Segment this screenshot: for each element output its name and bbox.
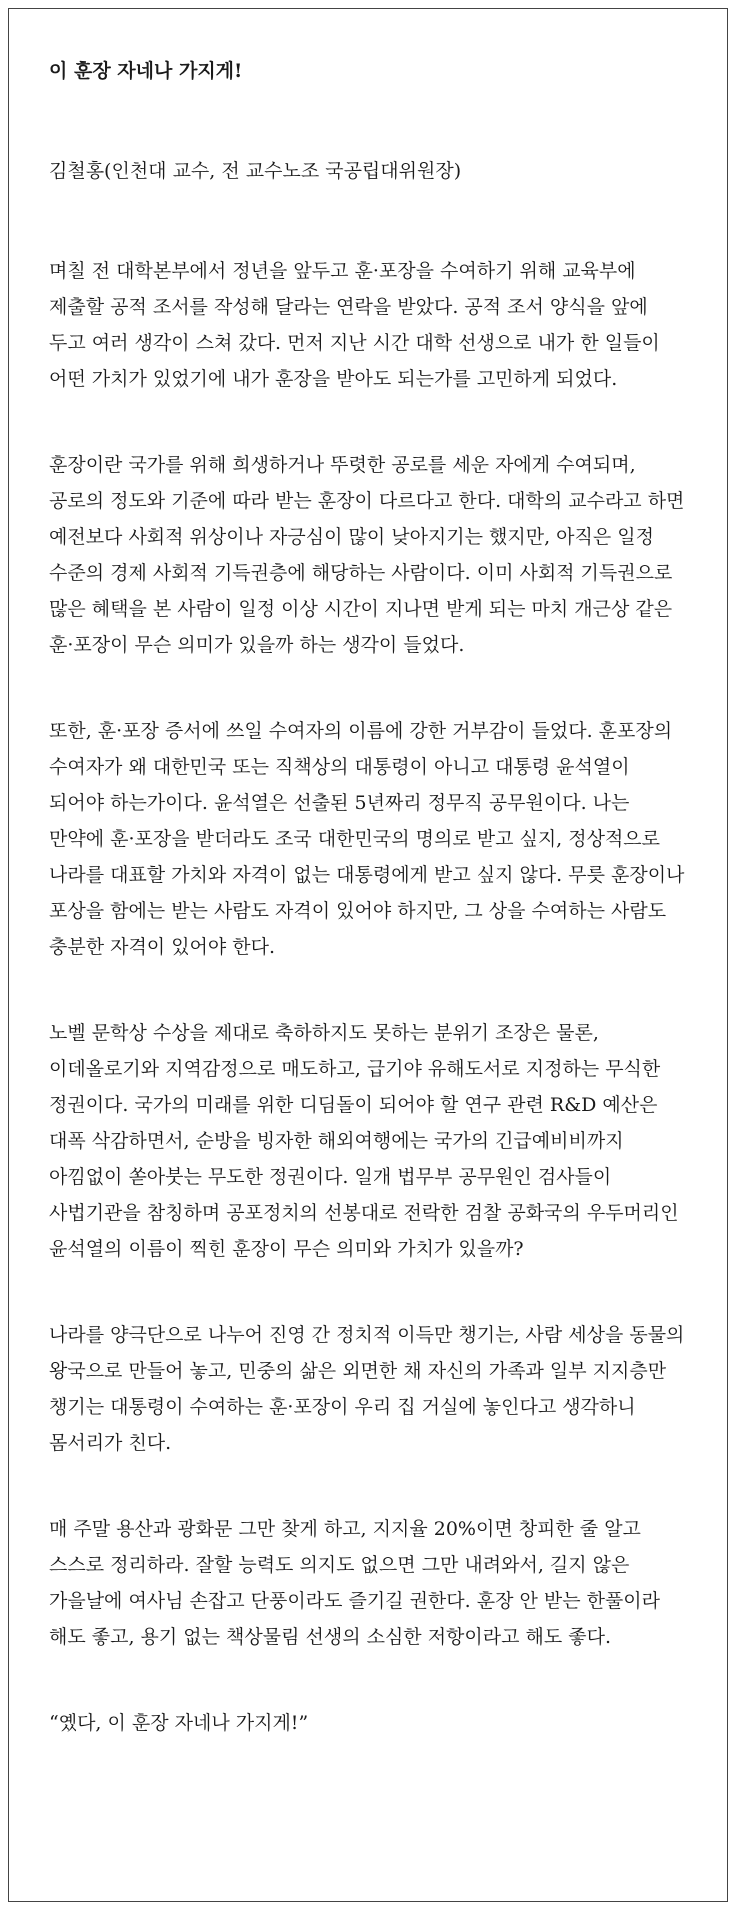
article-closing: “옜다, 이 훈장 자네나 가지게!”: [49, 1712, 309, 1734]
article-body: [49, 53, 689, 1741]
article-author: 김철홍(인천대 교수, 전 교수노조 국공립대위원장): [49, 160, 462, 182]
paragraph-2: 훈장이란 국가를 위해 희생하거나 뚜렷한 공로를 세운 자에게 수여되며, 공로의 정도와 기준에 따라 받는 훈장이 다르다고 한다. 대학의 교수라고 하면 예전보다 사회적 위상이나 자긍심이 많이 낮아지기는 했지만, 아직은 일정 수준의 경제 사회적 기득권층에 해당하는 사람이다. 이미 사회적 기득권으로 많은 혜택을 본 사람이 일정 이상 시간이 지나면 받게 되는 마치 개근상 같은 훈·포장이 무슨 의미가 있을까 하는 생각이 들었다.: [49, 454, 685, 656]
article-title: 이 훈장 자네나 가지게!: [49, 60, 243, 82]
paragraph-1: 며칠 전 대학본부에서 정년을 앞두고 훈·포장을 수여하기 위해 교육부에 제출할 공적 조서를 작성해 달라는 연락을 받았다. 공적 조서 양식을 앞에 두고 여러 생각이 스쳐 갔다. 먼저 지난 시간 대학 선생으로 내가 한 일들이 어떤 가치가 있었기에 내가 훈장을 받아도 되는가를 고민하게 되었다.: [49, 260, 660, 390]
article-frame: [8, 8, 728, 1902]
paragraph-3: 또한, 훈·포장 증서에 쓰일 수여자의 이름에 강한 거부감이 들었다. 훈포장의 수여자가 왜 대한민국 또는 직책상의 대통령이 아니고 대통령 윤석열이 되어야 하는가이다. 윤석열은 선출된 5년짜리 정무직 공무원이다. 나는 만약에 훈·포장을 받더라도 조국 대한민국의 명의로 받고 싶지, 정상적으로 나라를 대표할 가치와 자격이 없는 대통령에게 받고 싶지 않다. 무릇 훈장이나 포상을 함에는 받는 사람도 자격이 있어야 하지만, 그 상을 수여하는 사람도 충분한 자격이 있어야 한다.: [49, 720, 685, 958]
paragraph-4: 노벨 문학상 수상을 제대로 축하하지도 못하는 분위기 조장은 물론, 이데올로기와 지역감정으로 매도하고, 급기야 유해도서로 지정하는 무식한 정권이다. 국가의 미래를 위한 디딤돌이 되어야 할 연구 관련 R&D 예산은 대폭 삭감하면서, 순방을 빙자한 해외여행에는 국가의 긴급예비비까지 아낌없이 쏟아붓는 무도한 정권이다. 일개 법무부 공무원인 검사들이 사법기관을 참칭하며 공포정치의 선봉대로 전락한 검찰 공화국의 우두머리인 윤석열의 이름이 찍힌 훈장이 무슨 의미와 가치가 있을까?: [49, 1022, 679, 1260]
paragraph-6: 매 주말 용산과 광화문 그만 찾게 하고, 지지율 20%이면 창피한 줄 알고 스스로 정리하라. 잘할 능력도 의지도 없으면 그만 내려와서, 길지 않은 가을날에 여사님 손잡고 단풍이라도 즐기길 권한다. 훈장 안 받는 한풀이라 해도 좋고, 용기 없는 책상물림 선생의 소심한 저항이라고 해도 좋다.: [49, 1518, 661, 1648]
paragraph-5: 나라를 양극단으로 나누어 진영 간 정치적 이득만 챙기는, 사람 세상을 동물의 왕국으로 만들어 놓고, 민중의 삶은 외면한 채 자신의 가족과 일부 지지층만 챙기는 대통령이 수여하는 훈·포장이 우리 집 거실에 놓인다고 생각하니 몸서리가 친다.: [49, 1324, 685, 1454]
